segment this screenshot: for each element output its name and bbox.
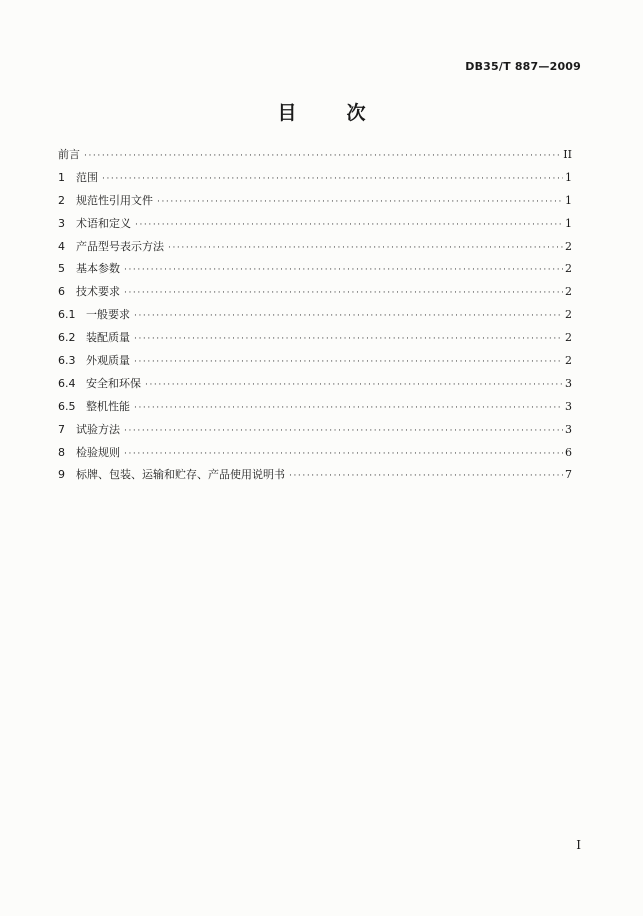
toc-entry-8[interactable] (58, 444, 572, 467)
toc-entry-3[interactable] (58, 215, 572, 238)
toc-entry-page: II (563, 148, 572, 161)
toc-entry-label: 装配质量 (86, 331, 130, 345)
toc-entry-page: 3 (565, 422, 572, 436)
toc-entry-label: 试验方法 (76, 422, 120, 436)
toc-entry-page: 2 (565, 239, 572, 253)
toc-entry-page: 3 (565, 399, 572, 413)
toc-entry-page: 1 (565, 216, 572, 230)
toc-entry-6-4[interactable] (58, 375, 572, 398)
toc-leader-dots (102, 174, 563, 184)
toc-leader-dots (134, 334, 563, 344)
toc-entry-5[interactable] (58, 260, 572, 283)
toc-entry-number: 6.5 (58, 399, 76, 413)
toc-entry-label: 范围 (76, 170, 98, 184)
toc-entry-label: 检验规则 (76, 445, 120, 459)
toc-leader-dots (134, 311, 563, 321)
toc-entry-number: 3 (58, 216, 65, 230)
toc-entry-label: 安全和环保 (86, 376, 141, 390)
title-char-1: 目 (277, 102, 297, 124)
toc-entry-number: 7 (58, 422, 65, 436)
toc-leader-dots (124, 265, 563, 275)
title-char-2: 次 (346, 102, 366, 124)
toc-leader-dots (135, 220, 563, 230)
toc-entry-6-2[interactable] (58, 329, 572, 352)
toc-leader-dots (157, 197, 563, 207)
toc-entry-2[interactable] (58, 192, 572, 215)
page-number: I (576, 838, 581, 852)
toc-entry-label: 外观质量 (86, 354, 130, 368)
toc-entry-page: 3 (565, 376, 572, 390)
toc-entry-page: 7 (565, 468, 572, 482)
toc-entry-label: 前言 (58, 148, 80, 161)
toc-entry-label: 产品型号表示方法 (76, 239, 164, 253)
toc-leader-dots (168, 243, 563, 253)
toc-leader-dots (134, 403, 563, 413)
toc-entry-label: 整机性能 (86, 399, 130, 413)
toc-entry-number: 8 (58, 445, 65, 459)
table-of-contents (58, 146, 572, 489)
toc-entry-page: 2 (565, 285, 572, 299)
toc-entry-page: 6 (565, 445, 572, 459)
toc-entry-label: 规范性引用文件 (76, 193, 153, 207)
toc-entry-label: 术语和定义 (76, 216, 131, 230)
toc-entry-label: 一般要求 (86, 308, 130, 322)
toc-entry-page: 2 (565, 308, 572, 322)
toc-entry-number: 9 (58, 468, 65, 482)
toc-entry-label: 技术要求 (76, 285, 120, 299)
toc-entry-6-3[interactable] (58, 352, 572, 375)
toc-entry-9[interactable] (58, 466, 572, 489)
toc-entry-1[interactable] (58, 169, 572, 192)
toc-entry-number: 6.1 (58, 308, 76, 322)
toc-entry-6[interactable] (58, 283, 572, 306)
toc-entry-page: 2 (565, 262, 572, 276)
toc-entry-page: 2 (565, 331, 572, 345)
toc-entry-number: 6.2 (58, 331, 76, 345)
page-title (0, 98, 643, 125)
toc-entry-page: 2 (565, 354, 572, 368)
document-code: DB35/T 887—2009 (465, 60, 581, 73)
toc-leader-dots (145, 380, 563, 390)
toc-entry-number: 6.3 (58, 354, 76, 368)
toc-entry-page: 1 (565, 170, 572, 184)
toc-entry-6-5[interactable] (58, 398, 572, 421)
toc-entry-page: 1 (565, 193, 572, 207)
toc-entry-label: 标牌、包装、运输和贮存、产品使用说明书 (76, 468, 285, 482)
toc-leader-dots (124, 449, 563, 459)
toc-leader-dots (124, 288, 563, 298)
toc-entry-6-1[interactable] (58, 306, 572, 329)
toc-entry-number: 2 (58, 193, 65, 207)
toc-entry-4[interactable] (58, 238, 572, 261)
toc-entry-number: 5 (58, 262, 65, 276)
toc-leader-dots (289, 471, 563, 481)
toc-entry-number: 6 (58, 285, 65, 299)
toc-leader-dots (124, 426, 563, 436)
toc-leader-dots (134, 357, 563, 367)
toc-entry-foreword[interactable] (58, 146, 572, 169)
toc-entry-number: 6.4 (58, 376, 76, 390)
toc-entry-number: 1 (58, 170, 65, 184)
toc-leader-dots (84, 151, 561, 161)
toc-entry-number: 4 (58, 239, 65, 253)
toc-entry-7[interactable] (58, 421, 572, 444)
toc-entry-label: 基本参数 (76, 262, 120, 276)
